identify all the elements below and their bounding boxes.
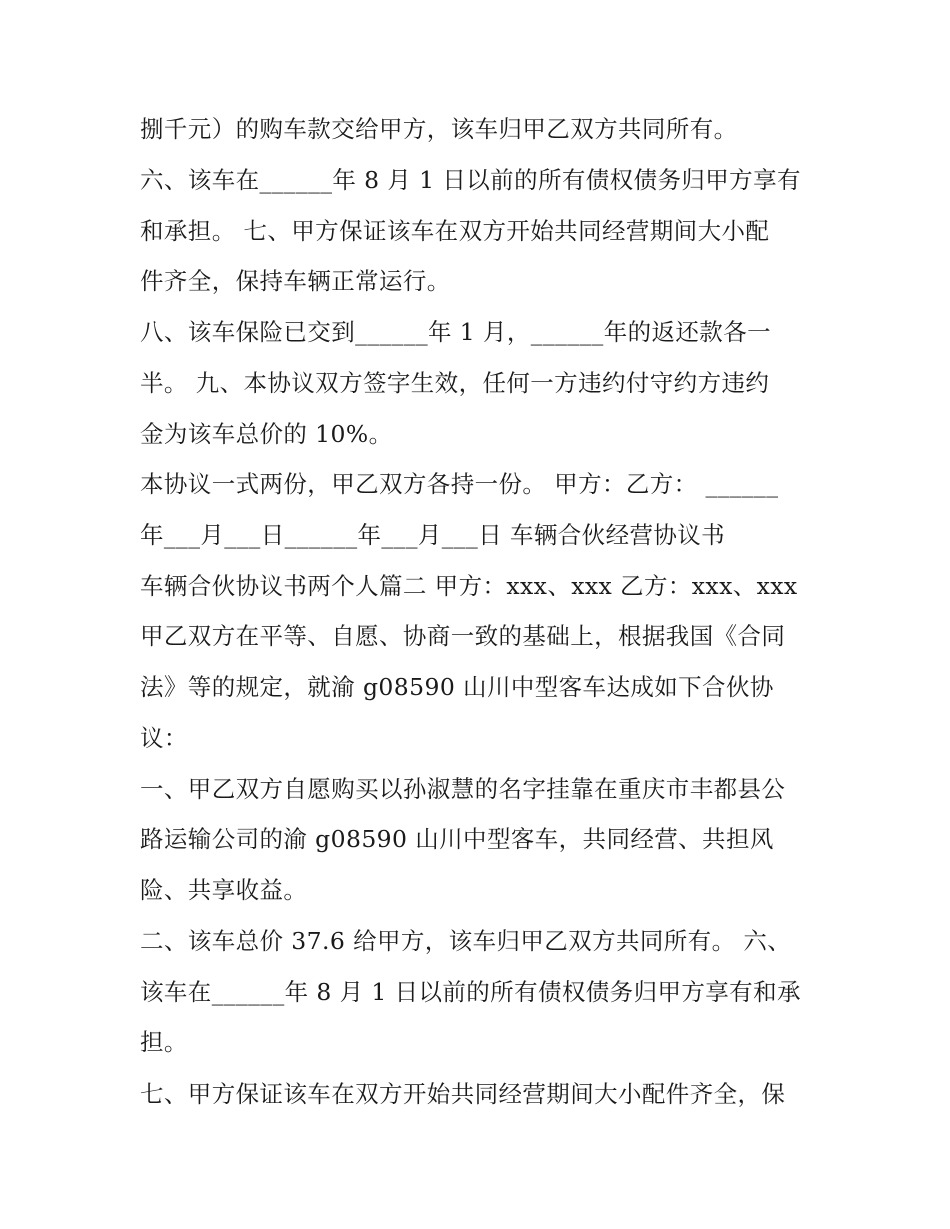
text-line: 议： — [140, 724, 188, 752]
text-line: 一、甲乙双方自愿购买以孙淑慧的名字挂靠在重庆市丰都县公 — [140, 775, 786, 803]
text-line: 半。 九、本协议双方签字生效，任何一方违约付守约方违约 — [140, 369, 770, 397]
text-line: 六、该车在______年 8 月 1 日以前的所有债权债务归甲方享有 — [140, 166, 801, 194]
text-line: 车辆合伙协议书两个人篇二 甲方：xxx、xxx 乙方：xxx、xxx — [140, 572, 798, 600]
text-line: 路运输公司的渝 g08590 山川中型客车，共同经营、共担风 — [140, 825, 774, 853]
text-line: 和承担。 七、甲方保证该车在双方开始共同经营期间大小配 — [140, 217, 770, 245]
text-line: 担。 — [140, 1028, 188, 1056]
text-line: 金为该车总价的 10%。 — [140, 420, 393, 448]
text-line: 七、甲方保证该车在双方开始共同经营期间大小配件齐全，保 — [140, 1080, 786, 1108]
text-line: 二、该车总价 37.6 给甲方，该车归甲乙双方共同所有。 六、 — [140, 927, 792, 955]
text-line: 八、该车保险已交到______年 1 月，______年的返还款各一 — [140, 318, 771, 346]
text-line: 甲乙双方在平等、自愿、协商一致的基础上，根据我国《合同 — [140, 622, 786, 650]
text-line: 险、共享收益。 — [140, 876, 308, 904]
text-line: 法》等的规定，就渝 g08590 山川中型客车达成如下合伙协 — [140, 673, 774, 701]
text-line: 件齐全，保持车辆正常运行。 — [140, 267, 451, 295]
text-line: 本协议一式两份，甲乙双方各持一份。 甲方：乙方： ______ — [140, 470, 779, 498]
text-line: 捌千元）的购车款交给甲方，该车归甲乙双方共同所有。 — [140, 115, 738, 143]
text-line: 年___月___日______年___月___日 车辆合伙经营协议书 — [140, 521, 726, 549]
text-line: 该车在______年 8 月 1 日以前的所有债权债务归甲方享有和承 — [140, 978, 801, 1006]
